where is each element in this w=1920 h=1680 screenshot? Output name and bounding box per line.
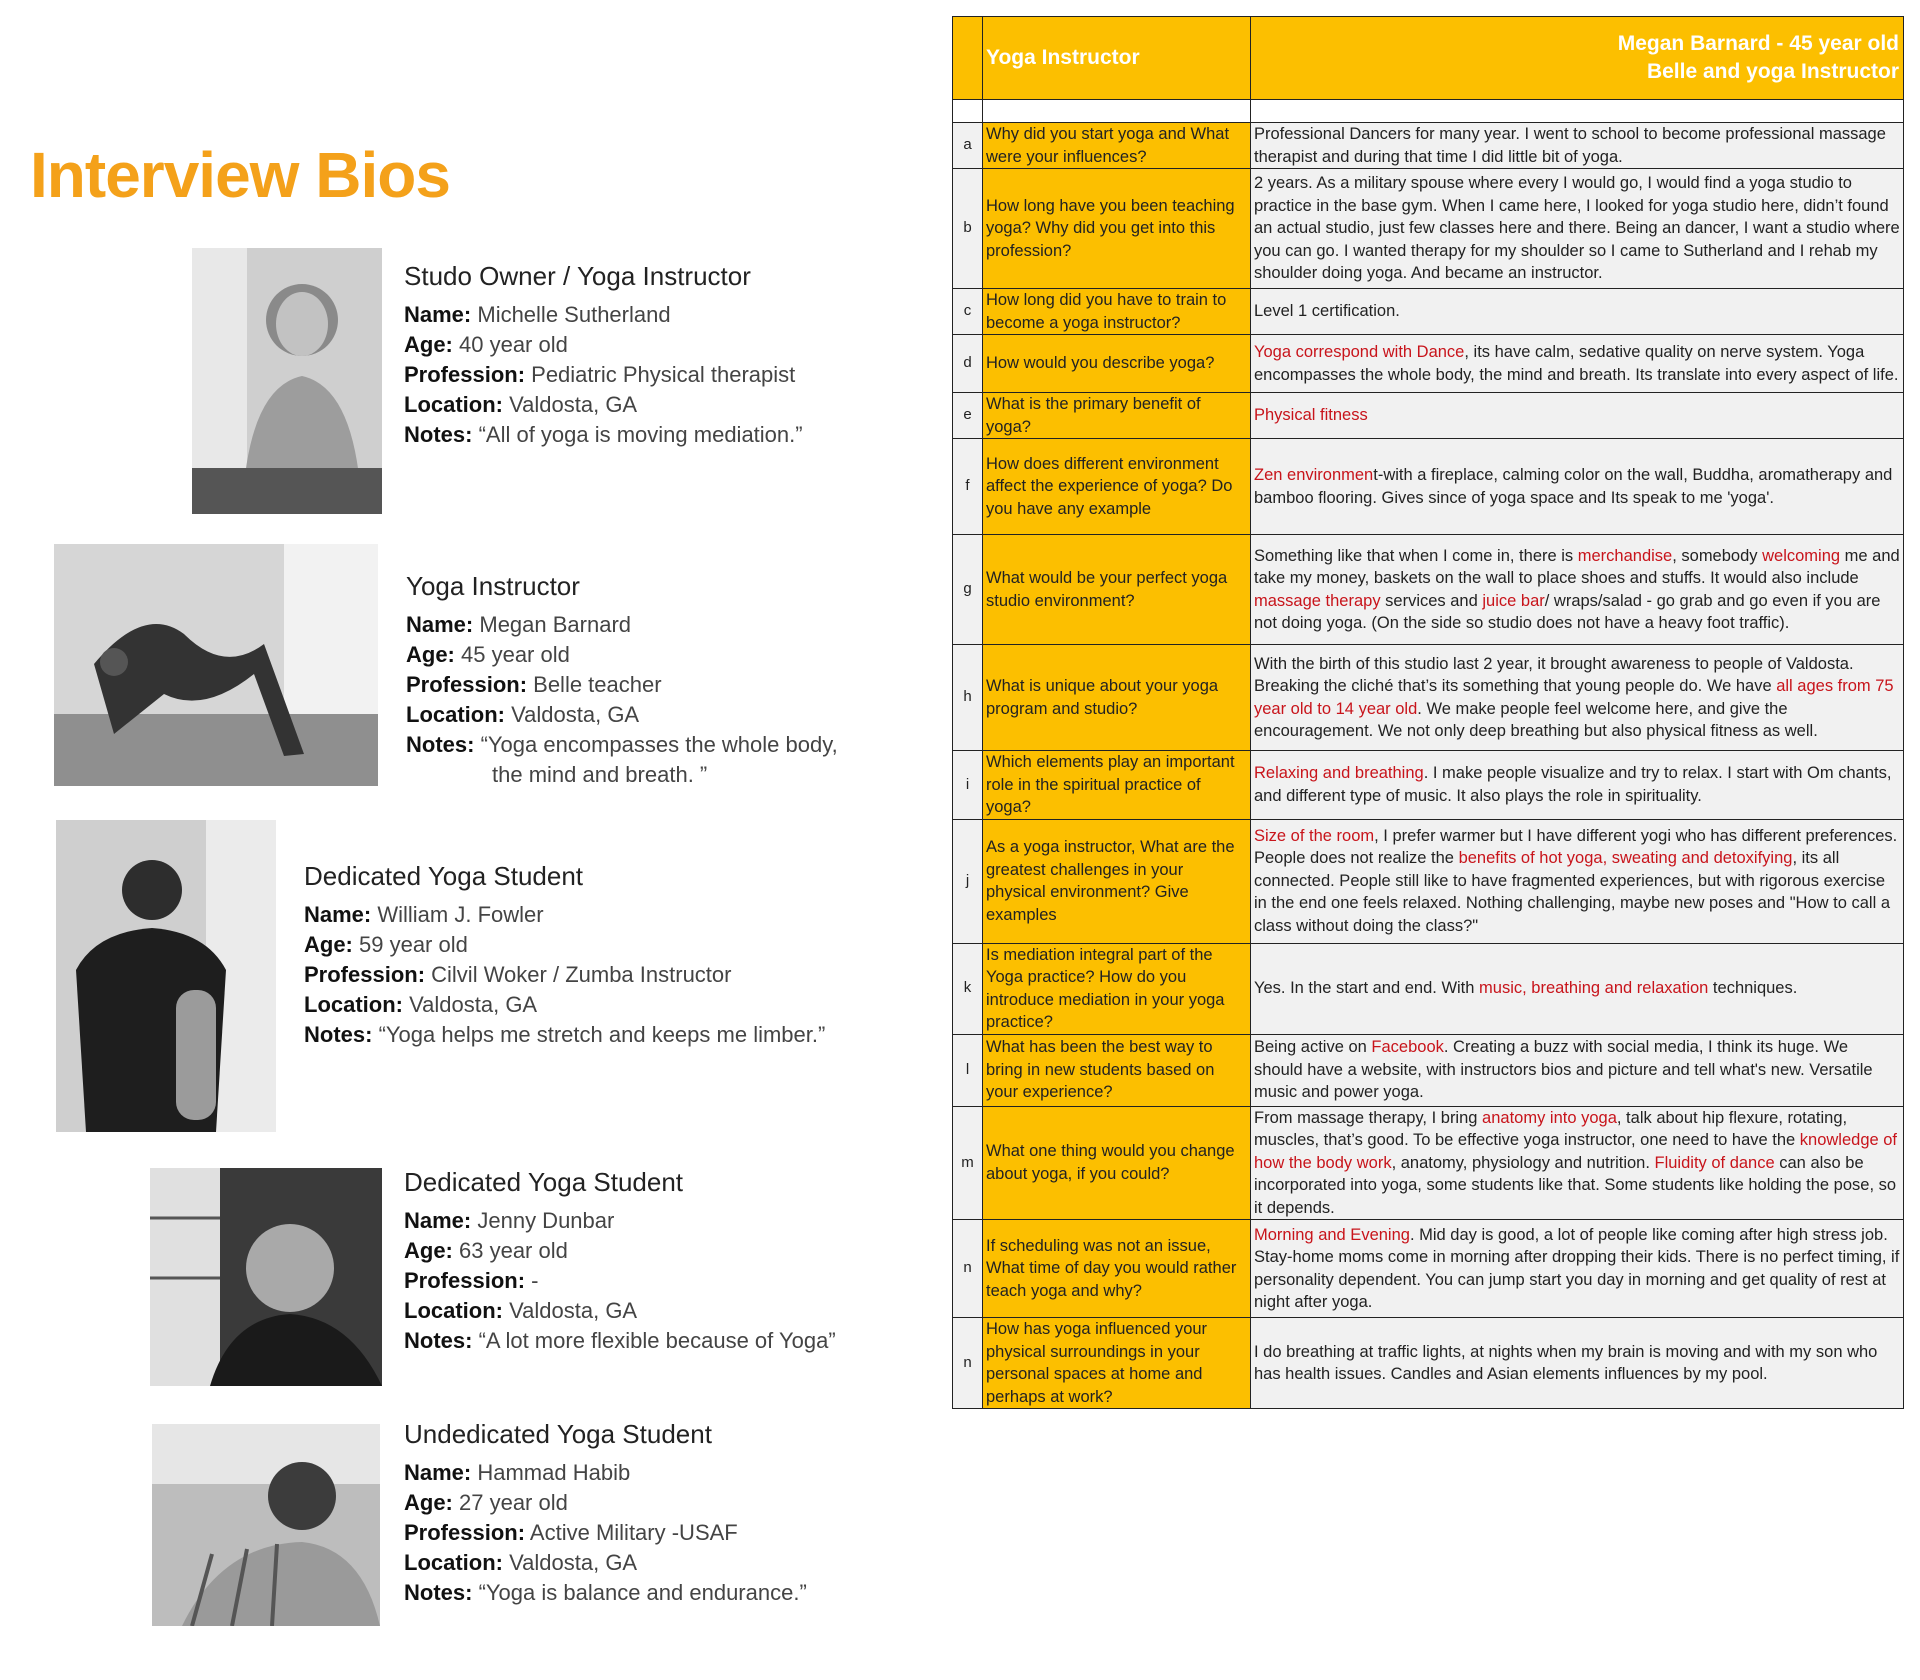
bio-notes: Notes: “Yoga encompasses the whole body, the mind and breath. ” (406, 732, 838, 787)
bio-notes: Notes: “A lot more flexible because of Yoga” (404, 1328, 836, 1353)
table-gap-row (953, 100, 1904, 123)
gap-cell (953, 100, 983, 123)
bio-name: Name: Hammad Habib (404, 1460, 631, 1485)
row-letter: k (953, 943, 983, 1034)
table-row (953, 289, 1904, 335)
answer-highlight: Zen environmen (1254, 466, 1374, 484)
answer-text: t-with a fireplace, calming color on the wall, Buddha, aromatherapy and bamboo flooring. Gives since of yoga space and Its speak to me 'yoga'. (1254, 466, 1893, 507)
answer-highlight: knowledge of how the body work (1254, 1131, 1898, 1172)
table-row (953, 393, 1904, 439)
answer-text: . I make people visualize and try to relax. I start with Om chants, and different type of music. It also plays the role in spirituality. (1254, 764, 1892, 805)
answer-text: With the birth of this studio last 2 year, it brought awareness to people of Valdosta. Breaking the cliché that’s its something that young people do. We have (1254, 654, 1854, 695)
row-answer (1251, 123, 1904, 169)
interview-table (952, 16, 1904, 1409)
row-question: Why did you start yoga and What were your influences? (983, 123, 1251, 169)
table-row (953, 335, 1904, 393)
bio-profession: Profession: Cilvil Woker / Zumba Instructor (304, 962, 732, 987)
table-row (953, 1034, 1904, 1106)
answer-text: , anatomy, physiology and nutrition. (1391, 1153, 1655, 1172)
row-question: What one thing would you change about yoga, if you could? (983, 1106, 1251, 1220)
row-question: How would you describe yoga? (983, 335, 1251, 393)
bio-profession: Profession: - (404, 1268, 539, 1293)
table-row (953, 1106, 1904, 1220)
row-letter: d (953, 335, 983, 393)
row-question: What would be your perfect yoga studio environment? (983, 535, 1251, 645)
answer-text: , its have calm, sedative quality on nerve system. Yoga encompasses the whole body, the mind and breath. Its translate into every aspect of life. (1254, 343, 1899, 384)
row-letter: j (953, 819, 983, 943)
answer-text: , its all connected. People still like to have fragmented experiences, but with rigorous exercise in the end one feels relaxed. Nothing challenging, maybe new poses and "How to call a class without doing the class?" (1254, 849, 1891, 935)
table-row (953, 123, 1904, 169)
table-row (953, 645, 1904, 751)
answer-text: I do breathing at traffic lights, at nights when my brain is moving and with my son who has health issues. Candles and Asian elements influences by my pool. (1254, 1342, 1878, 1383)
bio-2 (406, 568, 838, 790)
bio-location: Location: Valdosta, GA (404, 392, 638, 417)
bio-notes: Notes: “Yoga helps me stretch and keeps me limber.” (304, 1022, 826, 1047)
bio-5 (404, 1416, 807, 1608)
answer-text: Yes. In the start and end. With (1254, 979, 1480, 998)
table-row (953, 1318, 1904, 1409)
answer-text: . Creating a buzz with social media, I think its huge. We should have a website, with instructors bios and picture and tell what's new. Versatile music and power yoga. (1254, 1038, 1873, 1102)
bio-location: Location: Valdosta, GA (404, 1550, 638, 1575)
bio-role: Dedicated Yoga Student (304, 861, 584, 891)
bio-4 (404, 1164, 836, 1356)
bio-age: Age: 63 year old (404, 1238, 568, 1263)
answer-text: / wraps/salad - go grab and go even if you are not doing yoga. (On the side so studio does not have a heavy foot traffic). (1254, 591, 1881, 632)
row-question: What is unique about your yoga program and studio? (983, 645, 1251, 751)
answer-highlight: Relaxing and breathing (1254, 764, 1424, 783)
answer-highlight: music, breathing and relaxation (1479, 979, 1709, 998)
bio-role: Undedicated Yoga Student (404, 1419, 712, 1449)
row-answer (1251, 1034, 1904, 1106)
answer-highlight: juice bar (1482, 591, 1545, 610)
row-question: As a yoga instructor, What are the greatest challenges in your physical environment? Give examples (983, 819, 1251, 943)
bio-notes: Notes: “All of yoga is moving mediation.” (404, 422, 803, 447)
answer-text: . We make people feel welcome here, and give the encouragement. We not only deep breathing but also physical fitness as well. (1254, 699, 1818, 740)
row-letter: c (953, 289, 983, 335)
row-answer (1251, 943, 1904, 1034)
row-letter: n (953, 1220, 983, 1318)
bio-name: Name: Megan Barnard (406, 612, 632, 637)
row-answer (1251, 819, 1904, 943)
row-letter: b (953, 169, 983, 289)
header-letter-cell (953, 17, 983, 100)
table-row (953, 1220, 1904, 1318)
answer-text: , somebody (1672, 546, 1763, 565)
bio-role: Yoga Instructor (406, 571, 580, 601)
row-letter: m (953, 1106, 983, 1220)
row-letter: l (953, 1034, 983, 1106)
row-question: How has yoga influenced your physical surroundings in your personal spaces at home and perhaps at work? (983, 1318, 1251, 1409)
row-answer (1251, 1106, 1904, 1220)
row-question: How does different environment affect the experience of yoga? Do you have any example (983, 439, 1251, 535)
row-letter: i (953, 751, 983, 820)
answer-text: , I prefer warmer but I have different yogi who has different preferences. People does not realize the (1254, 826, 1898, 868)
answer-highlight: Morning and Evening (1254, 1225, 1410, 1244)
header-question: Yoga Instructor (983, 17, 1251, 100)
answer-highlight: Facebook (1371, 1038, 1444, 1057)
row-letter: e (953, 393, 983, 439)
answer-highlight: Physical fitness (1254, 406, 1368, 425)
row-question: How long did you have to train to become a yoga instructor? (983, 289, 1251, 335)
row-answer (1251, 535, 1904, 645)
row-answer (1251, 335, 1904, 393)
table-row (953, 819, 1904, 943)
table-header-row (953, 17, 1904, 100)
answer-text: me and take my money, baskets on the wall to place shoes and stuffs. It would also include (1254, 546, 1900, 587)
row-answer (1251, 1220, 1904, 1318)
answer-text: . Mid day is good, a lot of people like coming after high stress job. Stay-home moms come in morning after dropping their kids. There is no perfect timing, if personality dependent. You can jump start you day in morning and get quality of rest at night after yoga. (1254, 1225, 1900, 1311)
row-answer (1251, 393, 1904, 439)
row-letter: h (953, 645, 983, 751)
bio-location: Location: Valdosta, GA (406, 702, 640, 727)
gap-cell (1251, 100, 1904, 123)
row-answer (1251, 289, 1904, 335)
row-question: If scheduling was not an issue, What time of day you would rather teach yoga and why? (983, 1220, 1251, 1318)
answer-highlight: anatomy into yoga (1482, 1108, 1617, 1127)
bio-location: Location: Valdosta, GA (304, 992, 538, 1017)
answer-text: From massage therapy, I bring (1254, 1108, 1483, 1127)
answer-highlight: Yoga correspond with Dance (1254, 343, 1465, 361)
row-question: What is the primary benefit of yoga? (983, 393, 1251, 439)
table-row (953, 535, 1904, 645)
row-answer (1251, 169, 1904, 289)
answer-highlight: all ages from 75 year old to 14 year old (1254, 677, 1894, 718)
answer-highlight: massage therapy (1254, 591, 1381, 610)
bio-name: Name: Jenny Dunbar (404, 1208, 615, 1233)
answer-highlight: merchandise (1577, 546, 1673, 565)
bio-age: Age: 40 year old (404, 332, 568, 357)
answer-text: Being active on (1254, 1038, 1372, 1057)
bio-photo-5 (152, 1424, 380, 1626)
row-answer (1251, 645, 1904, 751)
bio-profession: Profession: Active Military -USAF (404, 1520, 738, 1545)
row-letter: n (953, 1318, 983, 1409)
answer-text: 2 years. As a military spouse where every I would go, I would find a yoga studio to practice in the base gym. When I came here, I looked for yoga studio here, didn’t found an actual studio, just few classes here and there. Being an dancer, I want a studio where you can go. I wanted therapy for my shoulder so I came to Sutherland and I rehab my shoulder doing yoga. And became an instructor. (1254, 174, 1900, 283)
bio-age: Age: 27 year old (404, 1490, 568, 1515)
answer-text: techniques. (1708, 979, 1798, 998)
answer-text: services and (1380, 591, 1483, 610)
answer-highlight: welcoming (1762, 546, 1841, 565)
gap-cell (983, 100, 1251, 123)
table-row (953, 169, 1904, 289)
answer-text: , talk about hip flexure, rotating, muscles, that’s good. To be effective yoga instructor, one need to have the (1254, 1108, 1848, 1149)
bio-photo-3 (56, 820, 276, 1132)
table-row (953, 751, 1904, 820)
bio-photo-4 (150, 1168, 382, 1386)
row-question: How long have you been teaching yoga? Why did you get into this profession? (983, 169, 1251, 289)
bio-1 (404, 258, 803, 450)
bio-name: Name: William J. Fowler (304, 902, 544, 927)
bio-age: Age: 59 year old (304, 932, 468, 957)
row-letter: g (953, 535, 983, 645)
bio-notes: Notes: “Yoga is balance and endurance.” (404, 1580, 807, 1605)
answer-text: Professional Dancers for many year. I went to school to become professional massage therapist and during that time I did little bit of yoga. (1254, 125, 1886, 166)
row-answer (1251, 439, 1904, 535)
answer-highlight: benefits of hot yoga, sweating and detoxifying (1458, 849, 1793, 868)
answer-text: can also be incorporated into yoga, some students like that. Some students like holding the pose, so it depends. (1254, 1153, 1897, 1217)
table-row (953, 439, 1904, 535)
row-letter: a (953, 123, 983, 169)
bio-role: Dedicated Yoga Student (404, 1167, 684, 1197)
header-answer: Megan Barnard - 45 year old Belle and yoga Instructor (1251, 17, 1904, 100)
page-title: Interview Bios (30, 139, 450, 211)
row-question: What has been the best way to bring in new students based on your experience? (983, 1034, 1251, 1106)
bio-photo-1 (192, 248, 382, 514)
table-row (953, 943, 1904, 1034)
bio-role: Studo Owner / Yoga Instructor (404, 261, 751, 291)
bio-3 (304, 858, 825, 1050)
row-question: Is mediation integral part of the Yoga practice? How do you introduce mediation in your yoga practice? (983, 943, 1251, 1034)
bio-profession: Profession: Belle teacher (406, 672, 662, 697)
bio-name: Name: Michelle Sutherland (404, 302, 671, 327)
bio-photo-2 (54, 544, 378, 786)
answer-text: Level 1 certification. (1254, 302, 1400, 321)
answer-highlight: Fluidity of dance (1654, 1153, 1775, 1172)
row-answer (1251, 751, 1904, 820)
answer-text: Something like that when I come in, there is (1254, 546, 1578, 565)
row-letter: f (953, 439, 983, 535)
bio-location: Location: Valdosta, GA (404, 1298, 638, 1323)
row-question: Which elements play an important role in the spiritual practice of yoga? (983, 751, 1251, 820)
bio-age: Age: 45 year old (406, 642, 570, 667)
bio-profession: Profession: Pediatric Physical therapist (404, 362, 796, 387)
row-answer (1251, 1318, 1904, 1409)
answer-highlight: Size of the room (1254, 826, 1375, 845)
